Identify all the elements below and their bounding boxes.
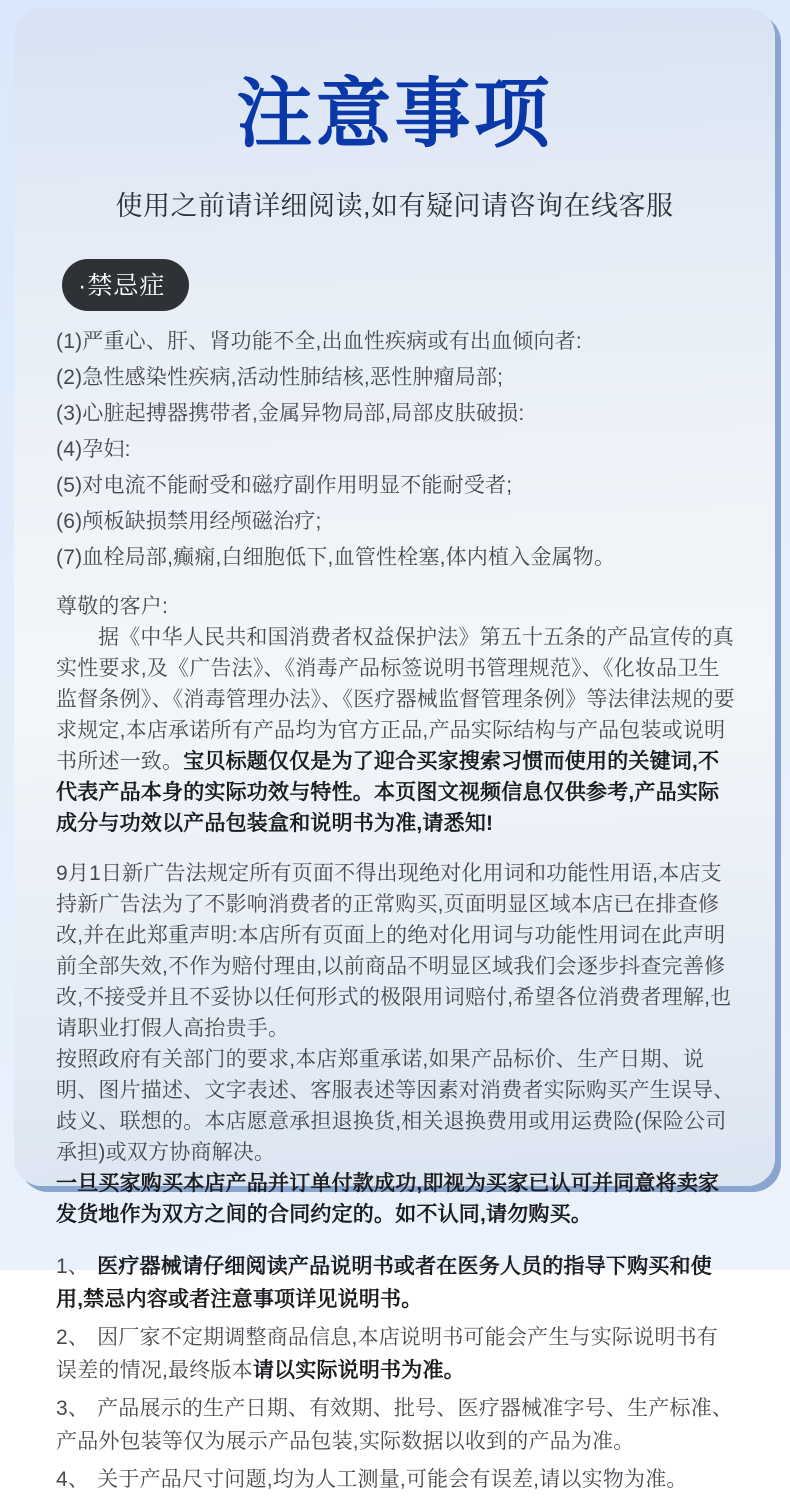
legal-text: 据《中华人民共和国消费者权益保护法》第五十五条的产品宣传的真实性要求,及《广告法》、《消毒产品标签说明书管理规范》、《化妆品卫生监督条例》、《消毒管理办法》、《医疗器械监督管理条例》等法律法规的要求规定,本店承诺所有产品均为官方正品,产品实际结构与产品包装或说明书所述一致。 [56,626,735,773]
contraindication-item: (7)血栓局部,癫痫,白细胞低下,血管性栓塞,体内植入金属物。 [56,546,616,569]
note-text-bold: 医疗器械请仔细阅读产品说明书或者在医务人员的指导下购买和使用,禁忌内容或者注意事项详见说明书。 [56,1255,712,1311]
contraindication-item: (6)颅板缺损禁用经颅磁治疗; [56,510,322,533]
note-item [56,1463,737,1496]
contraindication-item: (5)对电流不能耐受和磁疗副作用明显不能耐受者; [56,474,513,497]
ad-law-paragraph: 9月1日新广告法规定所有页面不得出现绝对化用词和功能性用语,本店支持新广告法为了不影响消费者的正常购买,页面明显区域本店已在排查修改,并在此郑重声明:本店所有页面上的绝对化用词与功能性用词在此声明前全部失效,不作为赔付理由,以前商品不明显区域我们会逐步抖查完善修改,不接受并且不妥协以任何形式的极限用词赔付,希望各位消费者理解,也请职业打假人高抬贵手。 [56,862,732,1040]
contraindication-item: (4)孕妇: [56,438,131,461]
note-number: 1、 [56,1255,90,1278]
page-subtitle: 使用之前请详细阅读,如有疑问请咨询在线客服 [115,191,674,221]
contraindication-item: (3)心脏起搏器携带者,金属异物局部,局部皮肤破损: [56,402,525,425]
note-number: 2、 [56,1326,90,1349]
note-text: 因厂家不定期调整商品信息,本店说明书可能会产生与实际说明书有误差的情况,最终版本 [56,1326,718,1382]
customer-salutation: 尊敬的客户: [56,595,169,618]
note-number: 3、 [56,1397,90,1420]
contraindication-item: (2)急性感染性疾病,活动性肺结核,恶性肿瘤局部; [56,366,504,389]
note-text: 产品展示的生产日期、有效期、批号、医疗器械准字号、生产标准、产品外包装等仅为展示产品包装,实际数据以收到的产品为准。 [56,1397,734,1453]
notice-card [14,8,775,1491]
note-text: 关于产品尺寸问题,均为人工测量,可能会有误差,请以实物为准。 [97,1468,688,1491]
page-title: 注意事项 [236,72,553,157]
contraindications-badge: ·禁忌症 [62,259,189,311]
note-item [56,1392,737,1458]
note-text-bold: 请以实际说明书为准。 [252,1359,465,1382]
government-paragraph: 按照政府有关部门的要求,本店郑重承诺,如果产品标价、生产日期、说明、图片描述、文字表述、客服表述等因素对消费者实际购买产生误导、歧义、联想的。本店愿意承担退换货,相关退换费用或用运费险(保险公司承担)或双方协商解决。 [56,1048,735,1164]
legal-text-bold: 宝贝标题仅仅是为了迎合买家搜索习惯而使用的关键词,不代表产品本身的实际功效与特性。本页图文视频信息仅供参考,产品实际成分与功效以产品包装盒和说明书为准,请悉知! [56,750,720,835]
note-item [56,1250,737,1316]
purchase-agreement-paragraph: 一旦买家购买本店产品并订单付款成功,即视为买家已认可并同意将卖家发货地作为双方之间的合同约定的。如不认同,请勿购买。 [56,1172,720,1226]
note-number: 4、 [56,1468,90,1491]
contraindication-item: (1)严重心、肝、肾功能不全,出血性疾病或有出血倾向者: [56,330,582,353]
notes-list [52,1250,737,1496]
customer-notice-section [52,591,737,839]
legal-paragraph [56,622,737,839]
note-item [56,1321,737,1387]
contraindications-list [52,324,737,576]
